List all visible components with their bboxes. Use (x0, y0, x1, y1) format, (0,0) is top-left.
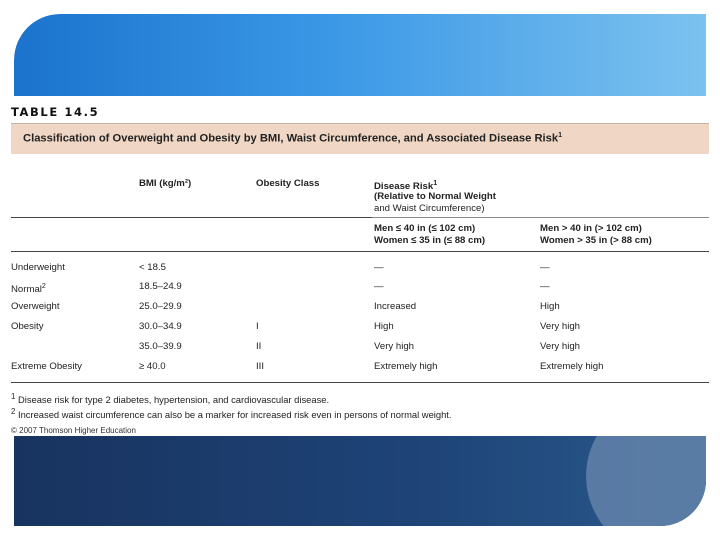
row-category: Obesity (11, 321, 44, 332)
body-bottom-rule (11, 382, 709, 383)
row-class: I (256, 321, 259, 332)
header-bmi: BMI (kg/m²) (139, 178, 192, 189)
row-bmi: < 18.5 (139, 262, 166, 273)
row-risk-low: Very high (374, 341, 415, 352)
row-bmi: ≥ 40.0 (139, 361, 166, 372)
row-risk-low: — (374, 281, 384, 292)
table-title-bar (11, 123, 709, 154)
header-risk-waist: and Waist Circumference) (374, 203, 485, 214)
row-category: Underweight (11, 262, 65, 273)
header-women-high: Women > 35 in (> 88 cm) (540, 235, 652, 246)
row-risk-low: — (374, 262, 384, 273)
row-bmi: 18.5–24.9 (139, 281, 182, 292)
header-women-low: Women ≤ 35 in (≤ 88 cm) (374, 235, 486, 246)
row-risk-high: High (540, 301, 560, 312)
row-class: II (256, 341, 262, 352)
row-risk-high: Extremely high (540, 361, 604, 372)
row-risk-low: High (374, 321, 394, 332)
row-risk-low: Extremely high (374, 361, 438, 372)
subheader-top-rule (372, 217, 709, 218)
row-category: Extreme Obesity (11, 361, 82, 372)
row-risk-high: Very high (540, 321, 581, 332)
header-obesity-class: Obesity Class (256, 178, 320, 189)
row-risk-high: Very high (540, 341, 581, 352)
row-category: Normal$^2$ (11, 283, 46, 296)
header-men-low: Men ≤ 40 in (≤ 102 cm) (374, 223, 476, 234)
table-title: Classification of Overweight and Obesity by BMI, Waist Circumference, and Associated Disease Risk$^1$ (23, 132, 562, 145)
top-blue-band (14, 14, 706, 106)
row-bmi: 35.0–39.9 (139, 341, 182, 352)
row-category: Overweight (11, 301, 60, 312)
row-risk-high: — (540, 281, 550, 292)
row-risk-high: — (540, 262, 550, 273)
footnote-2: $^2$ Increased waist circumference can also be a marker for increased risk even in persons of normal weight. (11, 407, 452, 421)
body-top-rule (11, 251, 709, 252)
row-class: III (256, 361, 264, 372)
row-risk-low: Increased (374, 301, 417, 312)
copyright-notice: © 2007 Thomson Higher Education (11, 426, 136, 435)
header-risk-relative: (Relative to Normal Weight (374, 191, 496, 202)
table-number: TABLE 14.5 (11, 105, 100, 119)
header-disease-risk: Disease Risk$^1$ (374, 180, 438, 193)
row-bmi: 30.0–34.9 (139, 321, 182, 332)
header-men-high: Men > 40 in (> 102 cm) (540, 223, 642, 234)
row-bmi: 25.0–29.9 (139, 301, 182, 312)
footnote-1: $^1$ Disease risk for type 2 diabetes, hypertension, and cardiovascular disease. (11, 392, 330, 406)
table-document (0, 96, 720, 436)
